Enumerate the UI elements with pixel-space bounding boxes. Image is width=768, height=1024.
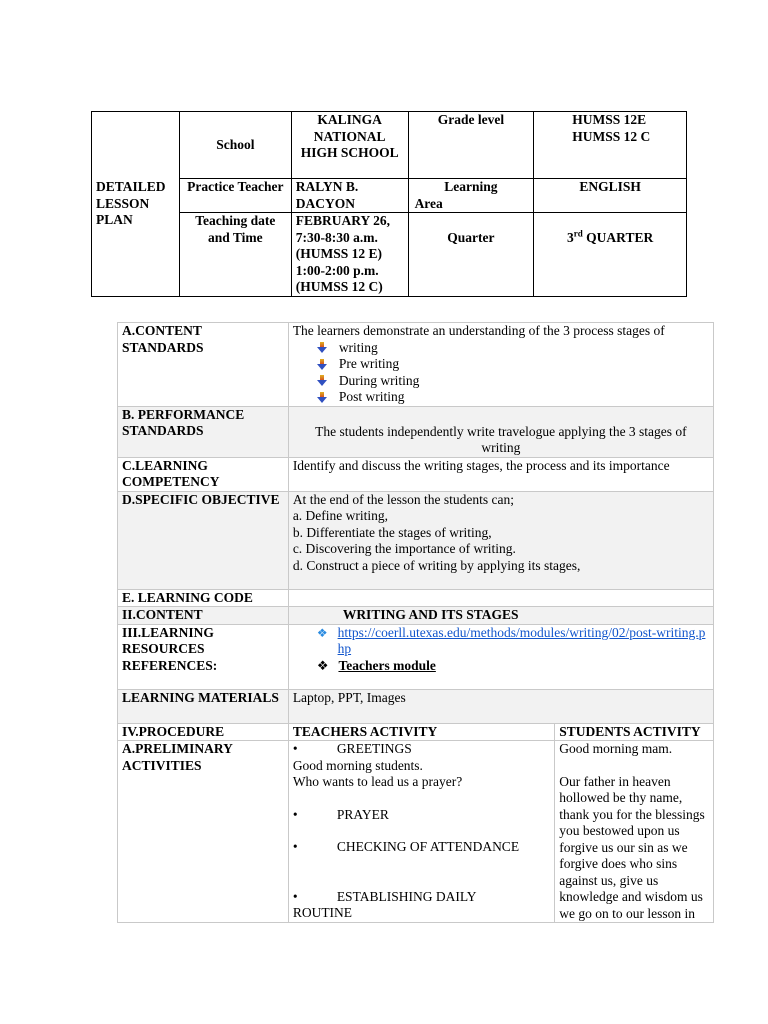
grade-value-2: HUMSS 12 C [572, 128, 651, 144]
lesson-header-table [91, 111, 687, 297]
date-line: FEBRUARY 26, [295, 213, 390, 228]
objective-line: a. Define writing, [292, 508, 389, 523]
content-standards-label: A.CONTENT STANDARDS [118, 323, 289, 407]
list-item: • GREETINGS [292, 741, 412, 756]
quarter-value: 3rd QUARTER [534, 213, 687, 297]
teacher-line: Who wants to lead us a prayer? [292, 774, 463, 789]
school-label: School [179, 112, 291, 179]
content-label: II.CONTENT [118, 607, 289, 625]
diamond-bullet-icon: ❖ [316, 657, 329, 673]
list-item: • ESTABLISHING DAILY [292, 888, 477, 904]
lesson-plan-table [117, 322, 714, 923]
teacher-line: ROUTINE [292, 905, 353, 920]
teacher-line: Good morning students. [292, 757, 423, 773]
students-activity-header: STUDENTS ACTIVITY [555, 723, 714, 741]
teacher-value: RALYN B. DACYON [291, 179, 408, 213]
list-item [317, 658, 709, 675]
area-value: ENGLISH [534, 179, 687, 213]
arrow-bullet-icon [317, 342, 327, 353]
school-value: KALINGA NATIONAL HIGH SCHOOL [291, 112, 408, 179]
resources-cell [288, 624, 713, 689]
area-label [408, 179, 534, 213]
learning-code-value [288, 589, 713, 607]
teachers-activity-header: TEACHERS ACTIVITY [288, 723, 554, 741]
grade-value-1: HUMSS 12E [572, 112, 647, 127]
list-item: writing [317, 340, 709, 357]
performance-label: B. PERFORMANCE STANDARDS [118, 406, 289, 457]
list-item: Post writing [317, 389, 709, 406]
content-standards-intro: The learners demonstrate an understanding of the 3 process stages of [292, 323, 665, 338]
content-standards-cell [288, 323, 713, 407]
objective-line: d. Construct a piece of writing by applying its stages, [292, 557, 581, 573]
arrow-bullet-icon [317, 359, 327, 370]
grade-value [534, 112, 687, 179]
resource-module: Teachers module [338, 657, 436, 673]
resource-link[interactable]: https://coerll.utexas.edu/methods/modules/writing/02/post-writing.php [337, 624, 706, 656]
objective-label: D.SPECIFIC OBJECTIVE [118, 491, 289, 589]
list-item [317, 625, 709, 658]
student-activity-cell [555, 741, 714, 923]
content-value: WRITING AND ITS STAGES [288, 607, 713, 625]
procedure-label: IV.PROCEDURE [118, 723, 289, 741]
date-label: Teaching date and Time [179, 213, 291, 297]
grade-label: Grade level [408, 112, 534, 179]
date-line: 1:00-2:00 p.m. [295, 262, 379, 278]
competency-text: Identify and discuss the writing stages, the process and its importance [288, 457, 713, 491]
objective-line: At the end of the lesson the students can; [292, 491, 515, 507]
area-label-2: Area [414, 195, 443, 211]
date-line: (HUMSS 12 E) [295, 246, 382, 261]
quarter-label: Quarter [408, 213, 534, 297]
list-item: Pre writing [317, 356, 709, 373]
list-item: During writing [317, 373, 709, 390]
date-line: (HUMSS 12 C) [295, 279, 383, 294]
resources-label: III.LEARNING RESOURCES REFERENCES: [118, 624, 289, 689]
list-item: • CHECKING OF ATTENDANCE [292, 839, 520, 854]
objective-line: c. Discovering the importance of writing. [292, 541, 516, 556]
student-prayer: Our father in heaven hollowed be thy name, thank you for the blessings you bestowed upon us forgive us our sin as we forgive does who sins against us, give us knowledge and wisdom us we go on to our lesson in [559, 773, 705, 921]
diamond-bullet-icon: ❖ [316, 625, 328, 640]
performance-text: The students independently write travelogue applying the 3 stages of writing [288, 406, 713, 457]
objective-cell [288, 491, 713, 589]
competency-label: C.LEARNING COMPETENCY [118, 457, 289, 491]
area-label-1: Learning [444, 179, 498, 194]
date-line: 7:30-8:30 a.m. [295, 229, 378, 245]
list-item: • PRAYER [292, 806, 389, 822]
objective-line: b. Differentiate the stages of writing, [292, 524, 492, 540]
preliminary-label: A.PRELIMINARY ACTIVITIES [118, 741, 289, 923]
teacher-label: Practice Teacher [179, 179, 291, 213]
learning-code-label: E. LEARNING CODE [118, 589, 289, 607]
teacher-activity-cell [288, 741, 554, 923]
materials-value: Laptop, PPT, Images [288, 689, 713, 723]
student-line: Good morning mam. [559, 741, 673, 756]
arrow-bullet-icon [317, 392, 327, 403]
date-value [291, 213, 408, 297]
plan-title: DETAILED LESSON PLAN [92, 112, 180, 297]
materials-label: LEARNING MATERIALS [118, 689, 289, 723]
arrow-bullet-icon [317, 375, 327, 386]
